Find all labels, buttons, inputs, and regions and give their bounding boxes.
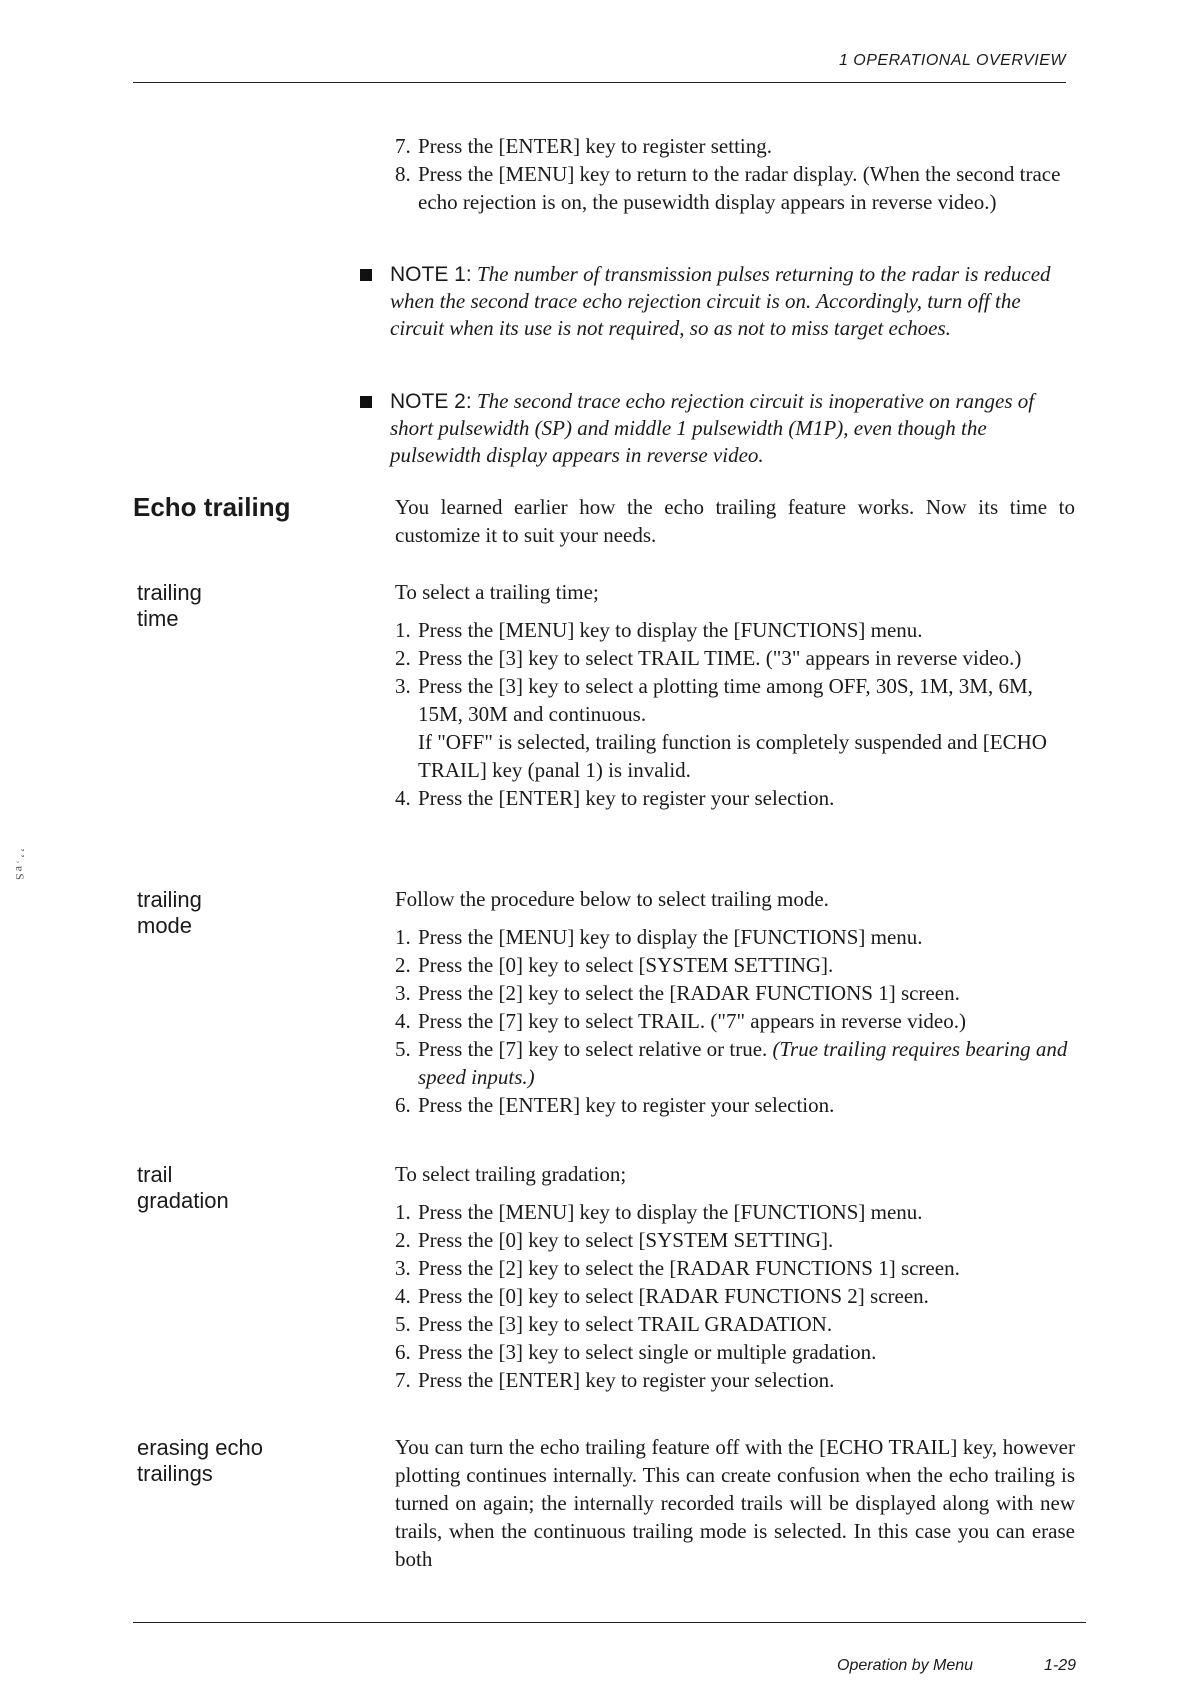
- note-1: [360, 261, 1075, 342]
- list-item: 5. Press the [3] key to select TRAIL GRADATION.: [395, 1312, 833, 1336]
- trailing-mode-block: Follow the procedure below to select trailing mode. 1. Press the [MENU] key to display the [FUNCTIONS] menu. 2. Press the [0] key to select [SYSTEM SETTING]. 3. Press the [2] key to select the [RADAR FUNCTIONS 1] screen. 4. Press the [7] key to select TRAIL. ("7" appears in reverse video.) 5. Press the [7] key to select relative or true. (True trailing requires bearing and speed inputs.) 6. Press the [ENTER] key to register your selection.: [395, 885, 1075, 1119]
- page-number: 1-29: [1044, 1657, 1077, 1674]
- list-item: 4. Press the [7] key to select TRAIL. ("7" appears in reverse video.): [395, 1009, 966, 1033]
- intro-steps: [395, 132, 1075, 216]
- list-item: 2. Press the [0] key to select [SYSTEM SETTING].: [395, 1228, 834, 1252]
- footer-rule: [133, 1622, 1086, 1623]
- square-bullet-icon: [360, 396, 372, 408]
- square-bullet-icon: [360, 269, 372, 281]
- running-header: 1 OPERATIONAL OVERVIEW: [838, 52, 1066, 69]
- side-label-trailing-time: trailing time: [137, 580, 202, 631]
- list-item: 3. Press the [3] key to select a plotting time among OFF, 30S, 1M, 3M, 6M, 15M, 30M and continuous. If "OFF" is selected, trailing function is completely suspended and [ECHO TRAIL] key (panal 1) is invalid.: [395, 674, 1047, 782]
- list-item: 6. Press the [3] key to select single or multiple gradation.: [395, 1340, 877, 1364]
- note-2: [360, 388, 1075, 469]
- trailing-time-block: To select a trailing time; 1. Press the [MENU] key to display the [FUNCTIONS] menu. 2. Press the [3] key to select TRAIL TIME. ("3" appears in reverse video.) 3. Press the [3] key to select a plotting time among OFF, 30S, 1M, 3M, 6M, 15M, 30M and continuous. If "OFF" is selected, trailing function is completely suspended and [ECHO TRAIL] key (panal 1) is invalid. 4. Press the [ENTER] key to register your selection.: [395, 578, 1075, 812]
- list-item: 1. Press the [MENU] key to display the [FUNCTIONS] menu.: [395, 1200, 923, 1224]
- list-item: 7. Press the [ENTER] key to register your selection.: [395, 1368, 835, 1392]
- trail-gradation-block: To select trailing gradation; 1. Press the [MENU] key to display the [FUNCTIONS] menu. 2. Press the [0] key to select [SYSTEM SETTING]. 3. Press the [2] key to select the [RADAR FUNCTIONS 1] screen. 4. Press the [0] key to select [RADAR FUNCTIONS 2] screen. 5. Press the [3] key to select TRAIL GRADATION. 6. Press the [3] key to select single or multiple gradation. 7. Press the [ENTER] key to register your selection.: [395, 1160, 1075, 1394]
- section-heading-echo-trailing: Echo trailing: [133, 492, 291, 522]
- side-label-trailing-mode: trailing mode: [137, 887, 202, 938]
- note-text: The number of transmission pulses returning to the radar is reduced when the second trace echo rejection circuit is on. Accordingly, turn off the circuit when its use is not required, so as not to miss target echoes.: [390, 262, 1051, 340]
- list-item: 4. Press the [0] key to select [RADAR FUNCTIONS 2] screen.: [395, 1284, 929, 1308]
- echo-trailing-intro: You learned earlier how the echo trailing feature works. Now its time to customize it to suit your needs.: [395, 495, 1075, 547]
- list-item: 2. Press the [3] key to select TRAIL TIME. ("3" appears in reverse video.): [395, 646, 1022, 670]
- margin-mark: ʼʼ˒ɐS: [13, 848, 27, 882]
- list-item: 7. Press the [ENTER] key to register setting.: [395, 134, 773, 158]
- list-item: 3. Press the [2] key to select the [RADAR FUNCTIONS 1] screen.: [395, 1256, 960, 1280]
- footer-section-title: Operation by Menu: [837, 1657, 974, 1674]
- side-label-trail-gradation: trail gradation: [137, 1162, 229, 1213]
- header-rule: [133, 82, 1066, 83]
- note-label: NOTE 2:: [390, 390, 472, 413]
- side-label-erasing-echo-trailings: erasing echo trailings: [137, 1435, 263, 1486]
- erasing-block: You can turn the echo trailing feature off with the [ECHO TRAIL] key, however plotting continues internally. This can create confusion when the echo trailing is turned on again; the internally recorded trails will be displayed along with new trails, when the continuous trailing mode is selected. In this case you can erase both: [395, 1435, 1075, 1571]
- list-item: 2. Press the [0] key to select [SYSTEM SETTING].: [395, 953, 834, 977]
- list-item: 4. Press the [ENTER] key to register your selection.: [395, 786, 835, 810]
- list-item: 5. Press the [7] key to select relative or true. (True trailing requires bearing and speed inputs.): [395, 1037, 1068, 1089]
- list-item: 1. Press the [MENU] key to display the [FUNCTIONS] menu.: [395, 925, 923, 949]
- list-item: 6. Press the [ENTER] key to register your selection.: [395, 1093, 835, 1117]
- list-item: 8. Press the [MENU] key to return to the radar display. (When the second trace echo rejection is on, the pusewidth display appears in reverse video.): [395, 162, 1061, 214]
- list-item: 3. Press the [2] key to select the [RADAR FUNCTIONS 1] screen.: [395, 981, 960, 1005]
- note-label: NOTE 1:: [390, 263, 472, 286]
- list-item: 1. Press the [MENU] key to display the [FUNCTIONS] menu.: [395, 618, 923, 642]
- note-text: The second trace echo rejection circuit is inoperative on ranges of short pulsewidth (SP) and middle 1 pulsewidth (M1P), even though the pulsewidth display appears in reverse video.: [390, 389, 1035, 467]
